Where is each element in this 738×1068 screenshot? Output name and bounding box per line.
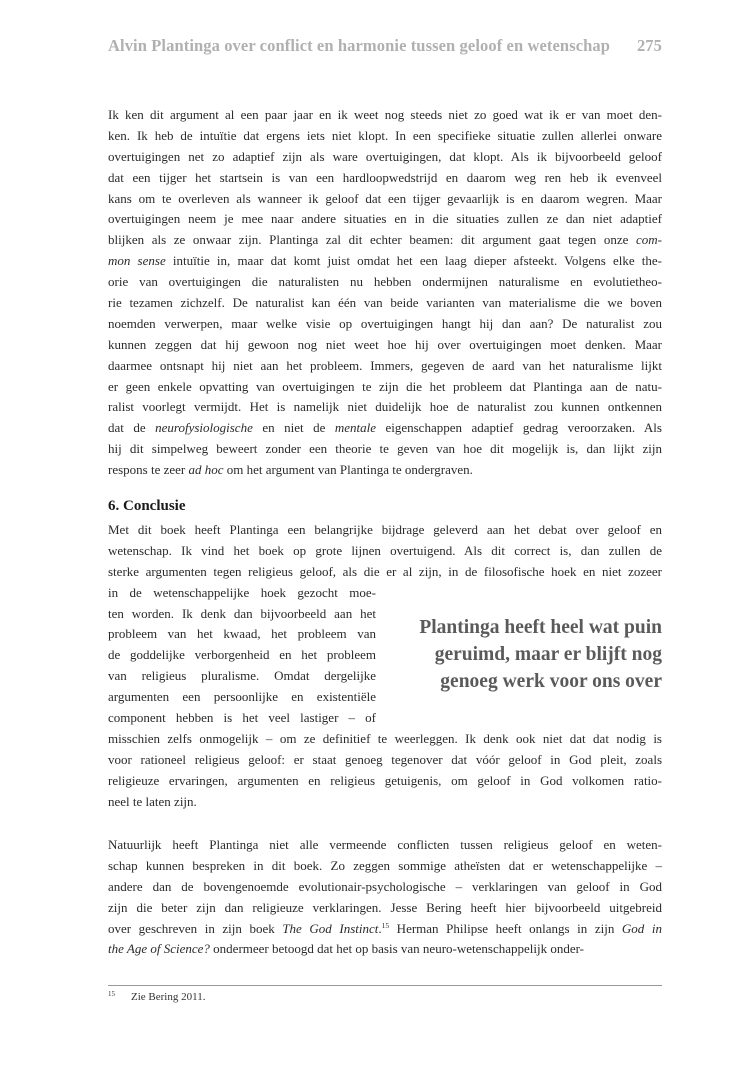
pull-quote-line: Plantinga heeft heel wat puin xyxy=(419,617,662,638)
text-run: argumenten een persoonlijke en existentiële xyxy=(108,689,376,705)
text-line xyxy=(108,856,662,877)
text-run: respons te zeer xyxy=(108,462,189,478)
italic-text: ad hoc xyxy=(188,462,224,478)
text-run: ten worden. Ik denk dan bijvoorbeeld aan het xyxy=(108,605,376,621)
text-line xyxy=(108,877,662,898)
text-run: ondermeer betoogd dat het op basis van neuro-wetenschappelijk onder- xyxy=(209,941,585,957)
text-line xyxy=(108,624,376,645)
text-run: om het argument van Plantinga te ondergraven. xyxy=(223,462,473,478)
text-line xyxy=(108,835,662,856)
text-line xyxy=(108,335,662,356)
text-run: eigenschappen adaptief gedrag veroorzaken. Als xyxy=(375,420,662,436)
text-run: kans om te overleven als wanneer ik geloof dat een tijger gevaarlijk is en daarom wegren. Maar xyxy=(108,190,662,206)
text-line xyxy=(108,939,662,960)
text-line xyxy=(108,771,662,792)
text-run: probleem van het kwaad, het probleem van xyxy=(108,626,376,642)
text-run: misschien zelfs onmogelijk – om ze definitief te weerleggen. Ik denk ook niet dat dat nodig is xyxy=(108,730,662,746)
text-run: noemden verwerpen, maar welke visie op overtuigingen hangt hij dan aan? De naturalist zou xyxy=(108,315,662,331)
text-line xyxy=(108,645,376,666)
footnote xyxy=(108,990,205,1003)
pull-quote-line: genoeg werk voor ons over xyxy=(440,671,662,692)
text-line xyxy=(108,750,662,771)
page-number: 275 xyxy=(636,36,662,55)
text-line xyxy=(108,356,662,377)
text-run: hij dit simpelweg beweert zonder een theorie te geven van hoe dit mogelijk is, dan lijkt zijn xyxy=(108,441,662,457)
text-line xyxy=(108,562,662,583)
text-run: religieuze ervaringen, argumenten en religieus getuigenis, om geloof in God volkomen ratio- xyxy=(108,772,662,788)
text-run: intuïtie in, maar dat komt juist omdat het een laag dieper afsteekt. Volgens elke the- xyxy=(165,253,663,269)
text-line xyxy=(108,314,662,335)
text-line xyxy=(108,439,662,460)
italic-text: com- xyxy=(636,232,662,248)
footnote-divider xyxy=(108,985,662,986)
text-run: overtuigingen neem je mee naar andere situaties en in die situaties zullen ze dan niet adaptief xyxy=(108,211,662,227)
text-line xyxy=(108,418,662,439)
text-run: neel te laten zijn. xyxy=(108,793,197,809)
text-run: over geschreven in zijn boek xyxy=(108,920,283,936)
text-line xyxy=(108,708,376,729)
text-run: ralist voorlegt vermijdt. Het is namelijk niet duidelijk hoe de naturalist zou kunnen ontkennen xyxy=(108,399,662,415)
text-run: schap kunnen bespreken in dit boek. Zo zeggen sommige atheïsten dat er wetenschappelijke – xyxy=(108,857,662,873)
italic-text: mon sense xyxy=(108,253,166,269)
text-run: in de wetenschappelijke hoek gezocht moe- xyxy=(108,584,376,600)
text-line xyxy=(108,919,662,940)
text-line xyxy=(108,729,662,750)
text-run: component hebben is het veel lastiger – of xyxy=(108,710,376,726)
text-run: dat een tijger het startsein is van een hardloopwedstrijd en daarom weg ren heb ik evenveel xyxy=(108,169,662,185)
text-run: zijn die beter zijn dan religieuze verklaringen. Jesse Bering heeft hier bijvoorbeeld uitgebreid xyxy=(108,899,662,915)
text-run: voor rationeel religieus geloof: er staat genoeg tegenover dat vóór geloof in God pleit, zoals xyxy=(108,751,662,767)
text-run: andere dan de bovengenoemde evolutionair-psychologische – verklaringen van geloof in God xyxy=(108,878,662,894)
text-line xyxy=(108,377,662,398)
text-run: overtuigingen net zo adaptief zijn als ware overtuigingen, dat klopt. Als ik bijvoorbeeld geloof xyxy=(108,148,662,164)
section-heading: 6. Conclusie xyxy=(108,498,186,514)
text-line xyxy=(108,520,662,541)
text-run: Natuurlijk heeft Plantinga niet alle vermeende conflicten tussen religieus geloof en weten- xyxy=(108,837,662,852)
text-run: er geen enkele opvatting van overtuigingen te zijn die het probleem dat Plantinga aan de natu- xyxy=(108,378,662,394)
text-run: Ik ken dit argument al een paar jaar en ik weet nog steeds niet zo goed wat ik er van moet den- xyxy=(108,107,662,122)
footnote-reference: 15 xyxy=(381,920,390,930)
text-line xyxy=(108,126,662,147)
text-line xyxy=(108,541,662,562)
text-line xyxy=(108,209,662,230)
text-run: orie van overtuigingen die naturalisten nu hebben ondermijnen naturalisme en evolutietheo- xyxy=(108,274,662,290)
text-line xyxy=(108,898,662,919)
footnote-text: Zie Bering 2011. xyxy=(131,991,206,1003)
italic-text: the Age of Science? xyxy=(108,941,210,957)
text-run: de goddelijke verborgenheid en het probleem xyxy=(108,647,376,663)
italic-text: mentale xyxy=(334,420,376,436)
text-run: ken. Ik heb de intuïtie dat ergens iets niet klopt. In een specifieke situatie zullen allerlei onware xyxy=(108,127,662,143)
text-run: blijken als ze onwaar zijn. Plantinga zal dit echter beamen: dit argument gaat tegen onze xyxy=(108,232,636,248)
text-run: van religieus pluralisme. Omdat dergelijke xyxy=(108,668,376,684)
italic-text: neurofysiologische xyxy=(155,420,253,436)
pull-quote-line: geruimd, maar er blijft nog xyxy=(434,644,662,665)
text-run: kunnen zeggen dat hij gewoon nog niet weet hoe hij over overtuigingen moet denken. Maar xyxy=(108,336,662,352)
text-run: en niet de xyxy=(252,420,335,436)
text-run: wetenschap. Ik vind het boek op grote lijnen overtuigend. Als dit correct is, dan zullen de xyxy=(108,542,662,558)
text-run: sterke argumenten tegen religieus geloof, als die er al zijn, in de filosofische hoek en niet zozeer xyxy=(108,563,662,579)
text-line xyxy=(108,397,662,418)
italic-text: The God Instinct xyxy=(282,920,379,936)
text-line xyxy=(108,230,662,251)
text-run: . xyxy=(378,920,382,936)
text-line xyxy=(108,687,376,708)
italic-text: God in xyxy=(621,920,662,936)
text-run: Met dit boek heeft Plantinga een belangrijke bijdrage geleverd aan het debat over geloof en xyxy=(108,522,662,537)
running-header xyxy=(108,36,662,56)
text-line xyxy=(108,272,662,293)
text-line xyxy=(108,251,662,272)
text-run: Herman Philipse heeft onlangs in zijn xyxy=(389,920,622,936)
body-paragraph xyxy=(108,105,662,481)
text-line xyxy=(108,189,662,210)
text-line xyxy=(108,168,662,189)
text-line xyxy=(108,666,376,687)
footnote-number: 15 xyxy=(108,990,115,998)
body-paragraph xyxy=(108,835,662,960)
text-run: dat de xyxy=(108,420,156,436)
running-header-title: Alvin Plantinga over conflict en harmonie tussen geloof en wetenschap xyxy=(108,36,611,55)
text-line xyxy=(108,147,662,168)
text-run: rie tezamen zichzelf. De naturalist kan één van beide varianten van materialisme die we boven xyxy=(108,295,662,311)
text-line xyxy=(108,792,662,813)
text-line xyxy=(108,293,662,314)
text-run: daarmee ontsnapt hij niet aan het probleem. Immers, gegeven de aard van het naturalisme lijkt xyxy=(108,357,662,373)
text-line xyxy=(108,583,376,604)
text-line xyxy=(108,105,662,126)
pull-quote xyxy=(382,614,662,695)
text-line xyxy=(108,604,376,625)
text-line xyxy=(108,460,662,481)
